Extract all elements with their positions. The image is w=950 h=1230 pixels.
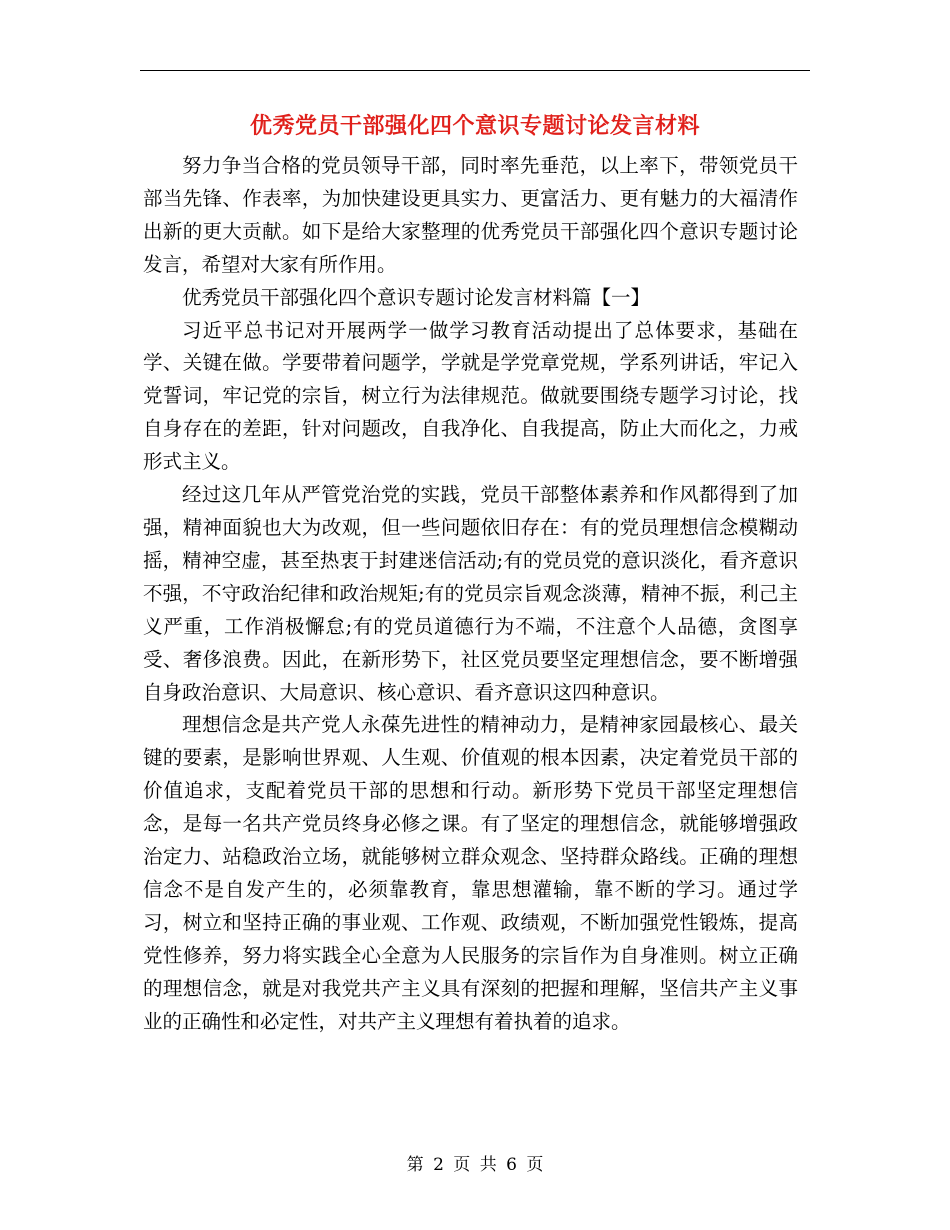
section-heading: 优秀党员干部强化四个意识专题讨论发言材料篇【一】 — [182, 285, 651, 309]
document-body — [143, 150, 798, 1038]
paragraph-intro: 努力争当合格的党员领导干部，同时率先垂范，以上率下，带领党员干部当先锋、作表率，为加快建设更具实力、更富活力、更有魅力的大福清作出新的更大贡献。如下是给大家整理的优秀党员干部强化四个意识专题讨论发言，希望对大家有所作用。 — [143, 154, 798, 276]
paragraph-1: 习近平总书记对开展两学一做学习教育活动提出了总体要求，基础在学、关键在做。学要带着问题学，学就是学党章党规，学系列讲话，牢记入党誓词，牢记党的宗旨，树立行为法律规范。做就要围绕专题学习讨论，找自身存在的差距，针对问题改，自我净化、自我提高，防止大而化之，力戒形式主义。 — [143, 318, 798, 474]
paragraph-3: 理想信念是共产党人永葆先进性的精神动力，是精神家园最核心、最关键的要素，是影响世界观、人生观、价值观的根本因素，决定着党员干部的价值追求，支配着党员干部的思想和行动。新形势下党员干部坚定理想信念，是每一名共产党员终身必修之课。有了坚定的理想信念，就能够增强政治定力、站稳政治立场，就能够树立群众观念、坚持群众路线。正确的理想信念不是自发产生的，必须靠教育，靠思想灌输，靠不断的学习。通过学习，树立和坚持正确的事业观、工作观、政绩观，不断加强党性锻炼，提高党性修养，努力将实践全心全意为人民服务的宗旨作为自身准则。树立正确的理想信念，就是对我党共产主义具有深刻的把握和理解，坚信共产主义事业的正确性和必定性，对共产主义理想有着执着的追求。 — [143, 713, 798, 1033]
document-title: 优秀党员干部强化四个意识专题讨论发言材料 — [249, 113, 700, 139]
header-rule — [140, 70, 810, 71]
page-footer: 第 2 页 共 6 页 — [406, 1155, 544, 1175]
paragraph-2: 经过这几年从严管党治党的实践，党员干部整体素养和作风都得到了加强，精神面貌也大为改观，但一些问题依旧存在：有的党员理想信念模糊动摇，精神空虚，甚至热衷于封建迷信活动;有的党员党的意识淡化，看齐意识不强，不守政治纪律和政治规矩;有的党员宗旨观念淡薄，精神不振，利己主义严重，工作消极懈怠;有的党员道德行为不端，不注意个人品德，贪图享受、奢侈浪费。因此，在新形势下，社区党员要坚定理想信念，要不断增强自身政治意识、大局意识、核心意识、看齐意识这四种意识。 — [143, 483, 798, 704]
